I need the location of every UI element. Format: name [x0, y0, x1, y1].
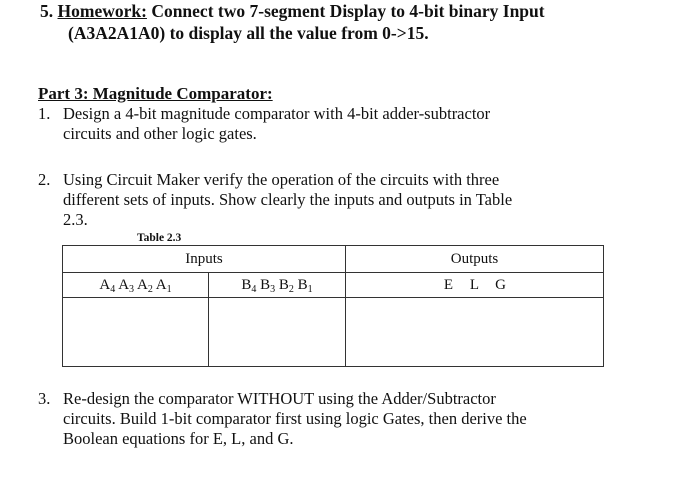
- homework-text-1: Connect two 7-segment Display to 4-bit binary Input: [151, 1, 545, 21]
- sub-index: 2: [288, 283, 294, 295]
- sub-index: 1: [166, 283, 172, 295]
- list-item: [38, 104, 658, 144]
- outputs-elg-header: [346, 273, 604, 298]
- homework-block: [40, 0, 680, 44]
- table-subheader-row: [63, 273, 604, 298]
- item-line: 2.3.: [63, 210, 88, 229]
- output-e: E: [443, 276, 454, 293]
- table-header-row: [63, 246, 604, 273]
- part3-heading: Part 3: Magnitude Comparator:: [38, 84, 273, 103]
- output-g: G: [495, 276, 506, 293]
- var-a: A: [99, 276, 111, 293]
- table-cell-outputs: [346, 298, 604, 367]
- col-a-header: [63, 273, 209, 298]
- var-a: A: [155, 276, 167, 293]
- item-number: 3.: [38, 389, 51, 408]
- col-b-header: [209, 273, 346, 298]
- sub-index: 1: [307, 283, 313, 295]
- outputs-header: Outputs: [346, 246, 604, 273]
- var-b: B: [278, 276, 289, 293]
- table-caption: Table 2.3: [137, 232, 182, 244]
- item-line: Re-design the comparator WITHOUT using the Adder/Subtractor: [63, 389, 496, 408]
- list-item: [38, 389, 658, 449]
- table-cell-b: [209, 298, 346, 367]
- item-number: 2.: [38, 170, 51, 189]
- sub-index: 3: [270, 283, 276, 295]
- table-cell-a: [63, 298, 209, 367]
- item-line: circuits. Build 1-bit comparator first using logic Gates, then derive the: [63, 409, 527, 428]
- homework-title: Homework:: [57, 1, 147, 21]
- sub-index: 4: [251, 283, 257, 295]
- output-l: L: [469, 276, 480, 293]
- inputs-header: Inputs: [63, 246, 346, 273]
- homework-line-1: [40, 0, 545, 22]
- sub-index: 2: [147, 283, 153, 295]
- item-line: Boolean equations for E, L, and G.: [63, 429, 294, 448]
- item-number: 1.: [38, 104, 51, 123]
- var-a: A: [136, 276, 148, 293]
- sub-index: 4: [110, 283, 116, 295]
- var-a: A: [118, 276, 130, 293]
- comparator-table: [62, 245, 604, 367]
- item-line: Using Circuit Maker verify the operation of the circuits with three: [63, 170, 500, 189]
- list-item: [38, 170, 658, 230]
- homework-line-2: (A3A2A1A0) to display all the value from 0->15.: [68, 23, 429, 43]
- homework-number: 5.: [40, 1, 54, 21]
- item-line: circuits and other logic gates.: [63, 124, 257, 143]
- item-line: Design a 4-bit magnitude comparator with 4-bit adder-subtractor: [63, 104, 491, 123]
- item-line: different sets of inputs. Show clearly the inputs and outputs in Table: [63, 190, 513, 209]
- table-row: [63, 298, 604, 367]
- var-b: B: [260, 276, 271, 293]
- var-b: B: [297, 276, 308, 293]
- sub-index: 3: [129, 283, 135, 295]
- var-b: B: [241, 276, 252, 293]
